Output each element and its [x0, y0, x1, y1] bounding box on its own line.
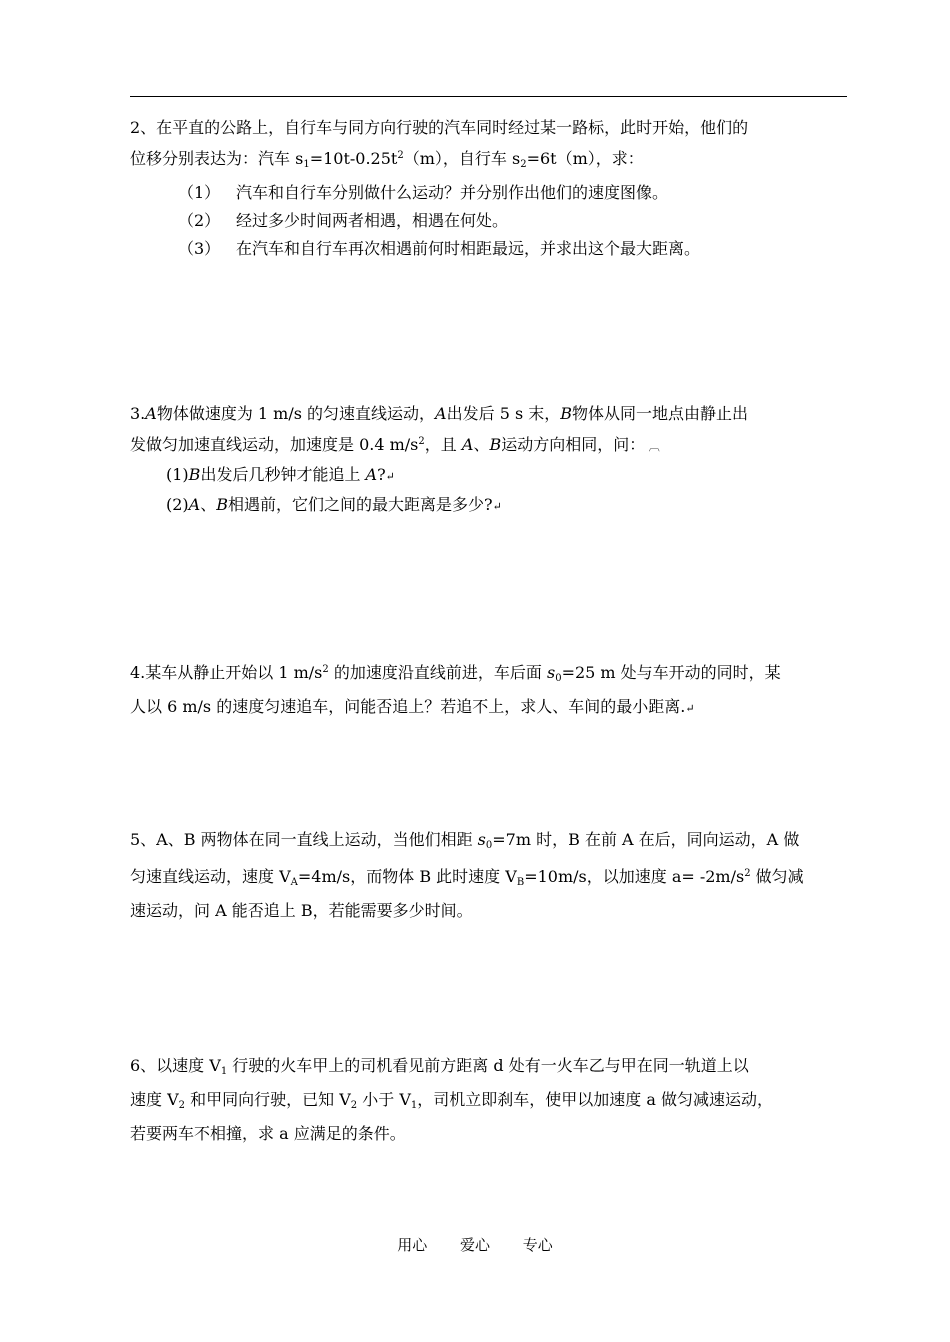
q2-item-2: （2） 经过多少时间两者相遇，相遇在何处。	[178, 211, 509, 230]
q5-line-1: 5、A、B 两物体在同一直线上运动，当他们相距 $s_0=7m$ 时，B 在前 A 在后，同向运动，A 做	[130, 830, 800, 851]
q3-item-2: (2)A、B相遇前，它们之间的最大距离是多少?↵	[166, 495, 502, 514]
q5-line-3: 速运动，问 A 能否追上 B，若能需要多少时间。	[130, 901, 473, 920]
question-2	[130, 114, 847, 263]
page-footer	[0, 1234, 950, 1255]
q2-item-3: （3） 在汽车和自行车再次相遇前何时相距最远，并求出这个最大距离。	[178, 239, 701, 258]
q3-line-1: 3.A物体做速度为 1 m/s 的匀速直线运动，A出发后 5 s 末，B物体从同一地点由静止出	[130, 404, 749, 423]
footer-word-2: 爱心	[459, 1236, 490, 1254]
q2-line-1: 2、在平直的公路上，自行车与同方向行驶的汽车同时经过某一路标，此时开始，他们的	[130, 118, 749, 137]
q6-line-2: 速度 $V_2$ 和甲同向行驶，已知 $V_2$ 小于 $V_1$，司机立即刹车，使甲以加速度 a 做匀减速运动，	[130, 1090, 773, 1111]
q4-line-1: 4.某车从静止开始以 1 $m/s^2$ 的加速度沿直线前进，车后面 $s_0=25$ m 处与车开动的同时，某	[130, 663, 781, 684]
footer-word-3: 专心	[522, 1236, 553, 1254]
q4-line-2: 人以 6 m/s 的速度匀速追车，问能否追上？若追不上，求人、车间的最小距离.↵	[130, 697, 695, 716]
q5-line-2: 匀速直线运动，速度 $V_A=4m/s$，而物体 B 此时速度 $V_B=10m/s$，以加速度 $a= -2m/s^2$ 做匀减	[130, 867, 804, 888]
question-3	[130, 400, 847, 521]
q6-line-1: 6、以速度 $V_1$ 行驶的火车甲上的司机看见前方距离 d 处有一火车乙与甲在同一轨道上以	[130, 1056, 749, 1077]
paragraph-mark-icon: ↵	[685, 702, 695, 715]
footer-word-1: 用心	[397, 1236, 428, 1254]
question-4	[130, 656, 847, 723]
paragraph-mark-icon: ↵	[492, 500, 502, 513]
q3-item-1: (1)B出发后几秒钟才能追上 A?↵	[166, 465, 395, 484]
header-rule	[130, 96, 847, 97]
q2-item-1: （1） 汽车和自行车分别做什么运动？并分别作出他们的速度图像。	[178, 183, 669, 202]
question-5	[130, 826, 847, 925]
paragraph-mark-icon: ↵	[385, 470, 395, 483]
q2-line-2: 位移分别表达为：汽车 $s_1=10t-0.25t^2(m)$，自行车 $s_2=6t(m)$，求：	[130, 149, 644, 170]
q6-line-3: 若要两车不相撞，求 a 应满足的条件。	[130, 1124, 406, 1143]
paragraph-mark-icon: ︹	[645, 440, 660, 453]
q3-line-2: 发做匀加速直线运动，加速度是 0.4 $m/s^2$，且 A、B运动方向相同，问： ︹	[130, 435, 660, 454]
question-6	[130, 1052, 847, 1148]
